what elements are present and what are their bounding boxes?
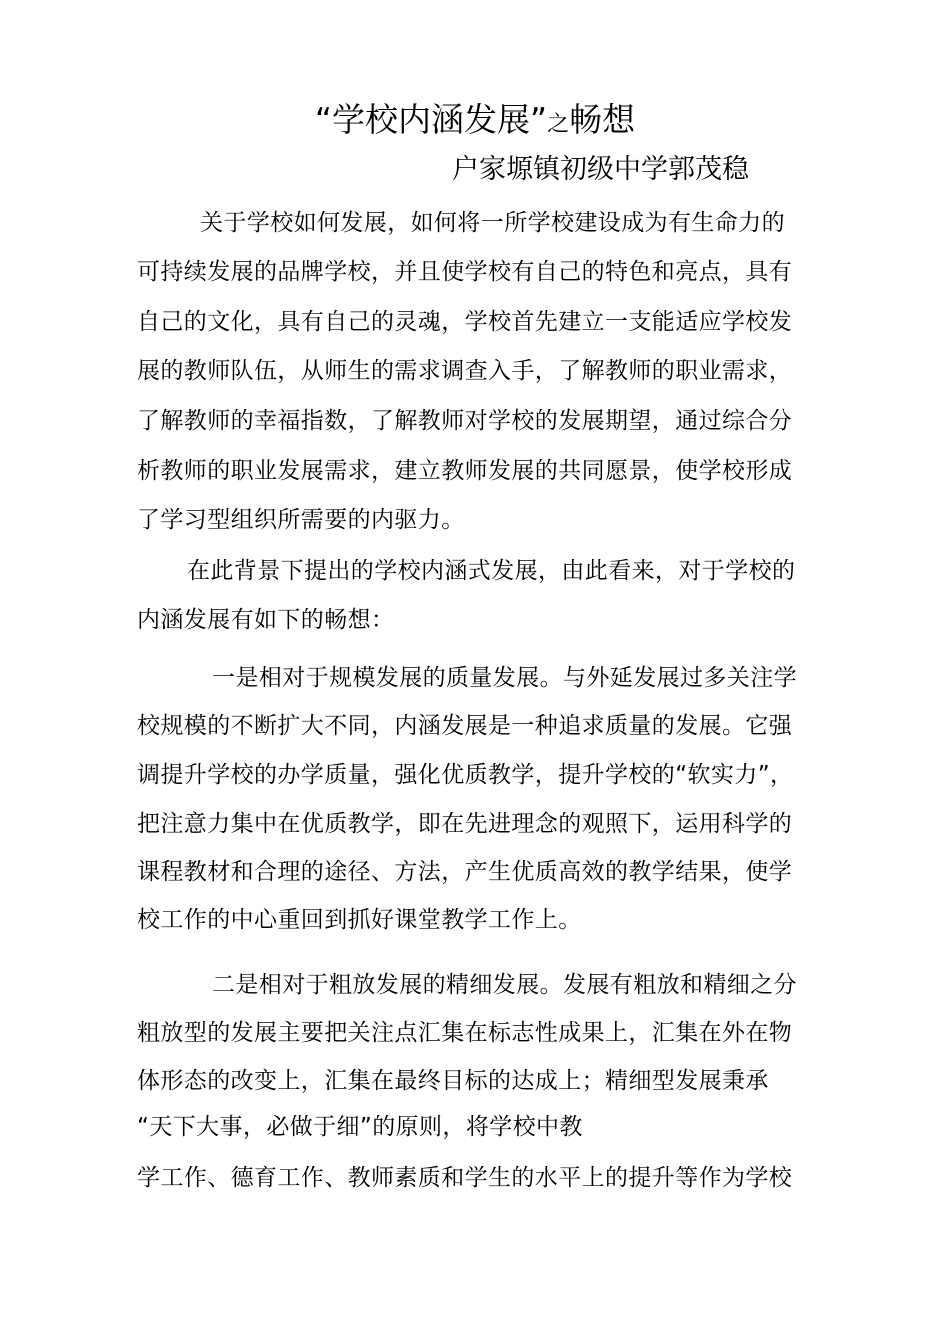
title-main: “学校内涵发展” [314, 100, 548, 139]
paragraph-1-line-3: 自己的文化，具有自己的灵魂，学校首先建立一支能适应学校发 [137, 309, 793, 335]
paragraph-2-line-2: 内涵发展有如下的畅想： [137, 607, 395, 633]
paragraph-4-line-5: 学工作、德育工作、教师素质和学生的水平上的提升等作为学校 [137, 1165, 793, 1191]
paragraph-4-line-3: 体形态的改变上，汇集在最终目标的达成上；精细型发展秉承 [137, 1068, 769, 1094]
paragraph-1-line-1: 关于学校如何发展，如何将一所学校建设成为有生命力的 [200, 210, 785, 236]
paragraph-4-line-4: “天下大事，必做于细”的原则，将学校中教 [137, 1114, 583, 1140]
paragraph-1-line-6: 析教师的职业发展需求，建立教师发展的共同愿景，使学校形成 [137, 458, 793, 484]
paragraph-3-line-6: 校工作的中心重回到抓好课堂教学工作上。 [137, 907, 582, 933]
paragraph-3-line-3: 调提升学校的办学质量，强化优质教学，提升学校的“软实力”， [137, 762, 794, 788]
paragraph-1-line-7: 了学习型组织所需要的内驱力。 [137, 507, 465, 533]
document-title [0, 96, 950, 149]
paragraph-2-line-1: 在此背景下提出的学校内涵式发展，由此看来，对于学校的 [187, 558, 796, 584]
title-connector: 之 [547, 112, 570, 137]
author-line: 户家塬镇初级中学郭茂稳 [452, 154, 749, 185]
paragraph-3-line-4: 把注意力集中在优质教学，即在先进理念的观照下，运用科学的 [137, 811, 793, 837]
paragraph-1-line-2: 可持续发展的品牌学校，并且使学校有自己的特色和亮点，具有 [137, 259, 793, 285]
paragraph-3-line-1: 一是相对于规模发展的质量发展。与外延发展过多关注学 [212, 665, 797, 691]
paragraph-4-line-1: 二是相对于粗放发展的精细发展。发展有粗放和精细之分 [212, 972, 797, 998]
paragraph-1-line-5: 了解教师的幸福指数，了解教师对学校的发展期望，通过综合分 [137, 408, 793, 434]
title-tail: 畅想 [569, 100, 636, 139]
paragraph-3-line-2: 校规模的不断扩大不同，内涵发展是一种追求质量的发展。它强 [137, 713, 793, 739]
paragraph-1-line-4: 展的教师队伍，从师生的需求调查入手，了解教师的职业需求， [137, 358, 793, 384]
paragraph-3-line-5: 课程教材和合理的途径、方法，产生优质高效的教学结果，使学 [137, 859, 793, 885]
paragraph-4-line-2: 粗放型的发展主要把关注点汇集在标志性成果上，汇集在外在物 [137, 1020, 793, 1046]
